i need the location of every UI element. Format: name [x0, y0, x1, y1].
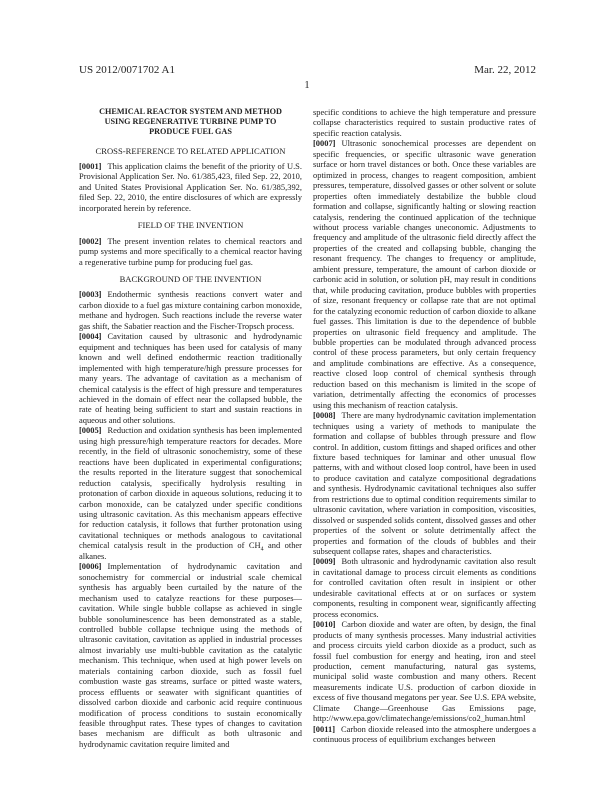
- paragraph-0010: [313, 619, 536, 724]
- paragraph-0004: [79, 331, 302, 425]
- paragraph-number: [0011]: [313, 723, 336, 734]
- paragraph-0008: [313, 410, 536, 556]
- paragraph-text: Carbon dioxide released into the atmosphere undergoes a continuous process of equilibrium exchanges between: [313, 723, 536, 745]
- paragraph-number: [0007]: [313, 138, 336, 149]
- paragraph-0011: [313, 724, 536, 745]
- paragraph-text: Ultrasonic sonochemical processes are dependent on specific frequencies, or specific ultrasonic wave generation surface or horn travel distances or both. Once these variables are optimized in process, changes to reagent composition, ambient pressures, temperature, dissolved gasses or other solvent or solute properties often immediately destabilize the bubble cloud formation and collapse, significantly halting or slowing reaction catalysis, rendering the continued application of the technique without process variable changes uneconomic. Adjustments to frequency and amplitude of the ultrasonic field directly affect the properties of the created and collapsing bubble, changing the resonant frequency. The changes to frequency or amplitude, ambient pressure, temperature, the amount of carbon dioxide or carbonic acid in solution, or solution pH, may result in conditions that, while producing cavitation, produce bubbles with properties of size, resonant frequency or collapse rate that are not optimal for the catalyzing economic reduction of carbon dioxide to alkane fuel gasses. This limitation is due to the dependence of bubble properties on ultrasonic field frequency and amplitude. The bubble properties can be modulated through advanced process control of these process parameters, but only certain frequency and amplitude combinations are effective. As a consequence, reactive closed loop control of chemical synthesis through reduction based on this mechanism is limited in the scope of variation, detrimentally affecting the economics of processes using this mechanism of reaction catalysis.: [313, 138, 536, 410]
- paragraph-text: There are many hydrodynamic cavitation implementation techniques using a variety of methods to manipulate the formation and collapse of bubbles through pressure and flow control. In addition, custom fittings and shaped orifices and other fixture based techniques for laminar and other unusual flow patterns, with and without closed loop control, have been in used to produce cavitation and catalyze compositional degradations and synthesis. Hydrodynamic cavitational techniques also suffer from restrictions due to optimal condition requirements similar to ultrasonic cavitation, where variation in composition, viscosities, dissolved or suspended solids content, dissolved gasses and other properties of the solvent or solute detrimentally affect the properties and formation of the clouds of bubbles and their subsequent collapse rates, shapes and characteristics.: [313, 410, 536, 557]
- paragraph-number: [0010]: [313, 619, 336, 630]
- paragraph-0003: [79, 289, 302, 331]
- paragraph-number: [0008]: [313, 410, 336, 421]
- publication-number: US 2012/0071702 A1: [79, 64, 175, 76]
- paragraph-number: [0005]: [79, 425, 102, 436]
- paragraph-0009: [313, 556, 536, 619]
- paragraph-text: Reduction and oxidation synthesis has been implemented using high pressure/high temperature reactors for decades. More recently, in the field of ultrasonic sonochemistry, some of these reactions have been duplicated in experimental configurations; the results reported in the literature suggest that sonochemical reduction catalysis, specifically hydrolysis resulting in protonation of carbon dioxide in aqueous solutions, reducing it to carbon monoxide, can be catalyzed under specific conditions using ultrasonic cavitation. As this mechanism appears effective for reduction catalysis, it follows that further protonation using cavitational techniques or methods analogous to cavitational chemical catalysis result in the production of CH: [79, 425, 302, 551]
- heading-cross-reference: CROSS-REFERENCE TO RELATED APPLICATION: [95, 145, 286, 156]
- heading-field: FIELD OF THE INVENTION: [137, 220, 244, 231]
- page-number: 1: [304, 80, 310, 91]
- paragraph-number: [0002]: [79, 235, 102, 246]
- paragraph-0007: [313, 138, 536, 410]
- paragraph-number: [0003]: [79, 289, 102, 300]
- paragraph-text: Both ultrasonic and hydrodynamic cavitation also result in cavitational damage to process circuit elements as conditions for controlled cavitation often result in insipient or other undesirable cavitational effects at or on surfaces or system components, resulting in component wear, significantly affecting process economics.: [313, 556, 536, 619]
- heading-background: BACKGROUND OF THE INVENTION: [119, 274, 262, 285]
- paragraph-text: Endothermic synthesis reactions convert water and carbon dioxide to a fuel gas mixture containing carbon monoxide, methane and hydrogen. Such reactions include the reverse water gas shift, the Sabatier reaction and the Fischer-Tropsch process.: [79, 289, 302, 331]
- left-column: [79, 107, 302, 749]
- right-column: [313, 107, 536, 745]
- paragraph-number: [0009]: [313, 556, 336, 567]
- paragraph-text: Implementation of hydrodynamic cavitation and sonochemistry for commercial or industrial scale chemical synthesis has arguably been curtailed by the nature of the mechanism used to catalyze reactions for these purposes—cavitation. While single bubble collapse as achieved in single bubble sonoluminescence has been demonstrated as a stable, controlled bubble collapse technique using the methods of ultrasonic cavitation, cavitation as applied in industrial processes almost invariably use multi-bubble cavitation as the catalytic mechanism. This technique, when used at high power levels on materials containing carbon dioxide, such as fossil fuel combustion waste gas streams, surface or pitted waste waters, process effluents or seawater with significant quantities of dissolved carbon dioxide and carbonic acid require continuous modification of process conditions to sustain economically feasible throughput rates. These types of changes to cavitation bases mechanism are difficult as both ultrasonic and hydrodynamic cavitation require limited and: [79, 561, 302, 749]
- paragraph-text: This application claims the benefit of the priority of U.S. Provisional Application Ser. No. 61/385,423, filed Sep. 22, 2010, and United States Provisional Application Ser. No. 61/385,392, filed Sep. 22, 2010, the entire disclosures of which are expressly incorporated herein by reference.: [79, 161, 302, 213]
- paragraph-text: specific conditions to achieve the high temperature and pressure collapse characteristics required to sustain productive rates of specific reaction catalysis.: [313, 107, 536, 138]
- document-title: CHEMICAL REACTOR SYSTEM AND METHOD USING REGENERATIVE TURBINE PUMP TO PRODUCE FUEL GAS: [99, 107, 282, 137]
- paragraph-0002: [79, 236, 302, 267]
- paragraph-text: Cavitation caused by ultrasonic and hydrodynamic equipment and techniques has been used for catalysis of many known and well defined endothermic reaction traditionally implemented with high temperature/high pressure processes for many years. The advantage of cavitation as a mechanism of chemical catalysis is the effect of high pressure and temperatures achieved in the domain of effect near the collapsed bubble, the rate of heating being sufficient to start and sustain reactions in aqueous and other solutions.: [79, 331, 302, 425]
- publication-date: Mar. 22, 2012: [474, 64, 536, 76]
- paragraph-0001: [79, 161, 302, 213]
- paragraph-0006-continued: [313, 107, 536, 138]
- paragraph-number: [0004]: [79, 331, 102, 342]
- paragraph-text: Carbon dioxide and water are often, by design, the final products of many synthesis processes. Many industrial activities and process circuits yield carbon dioxide as a product, such as fossil fuel combustion for energy and heating, iron and steel production, cement manufacturing, natural gas systems, municipal solid waste combustion and many others. Recent measurements indicate U.S. production of carbon dioxide in excess of five thousand megatons per year. See U.S. EPA website, Climate Change—Greenhouse Gas Emissions page, http://www.epa.gov/climatechange/emissions/co2_human.html: [313, 619, 536, 724]
- paragraph-text-end: and other alkanes.: [79, 540, 302, 561]
- paragraph-number: [0006]: [79, 561, 102, 572]
- paragraph-text: The present invention relates to chemical reactors and pump systems and more specifically to a chemical reactor having a regenerative turbine pump for producing fuel gas.: [79, 235, 302, 267]
- paragraph-number: [0001]: [79, 161, 102, 172]
- subscript: 4: [260, 547, 264, 554]
- paragraph-0005: [79, 425, 302, 561]
- paragraph-0006: [79, 561, 302, 749]
